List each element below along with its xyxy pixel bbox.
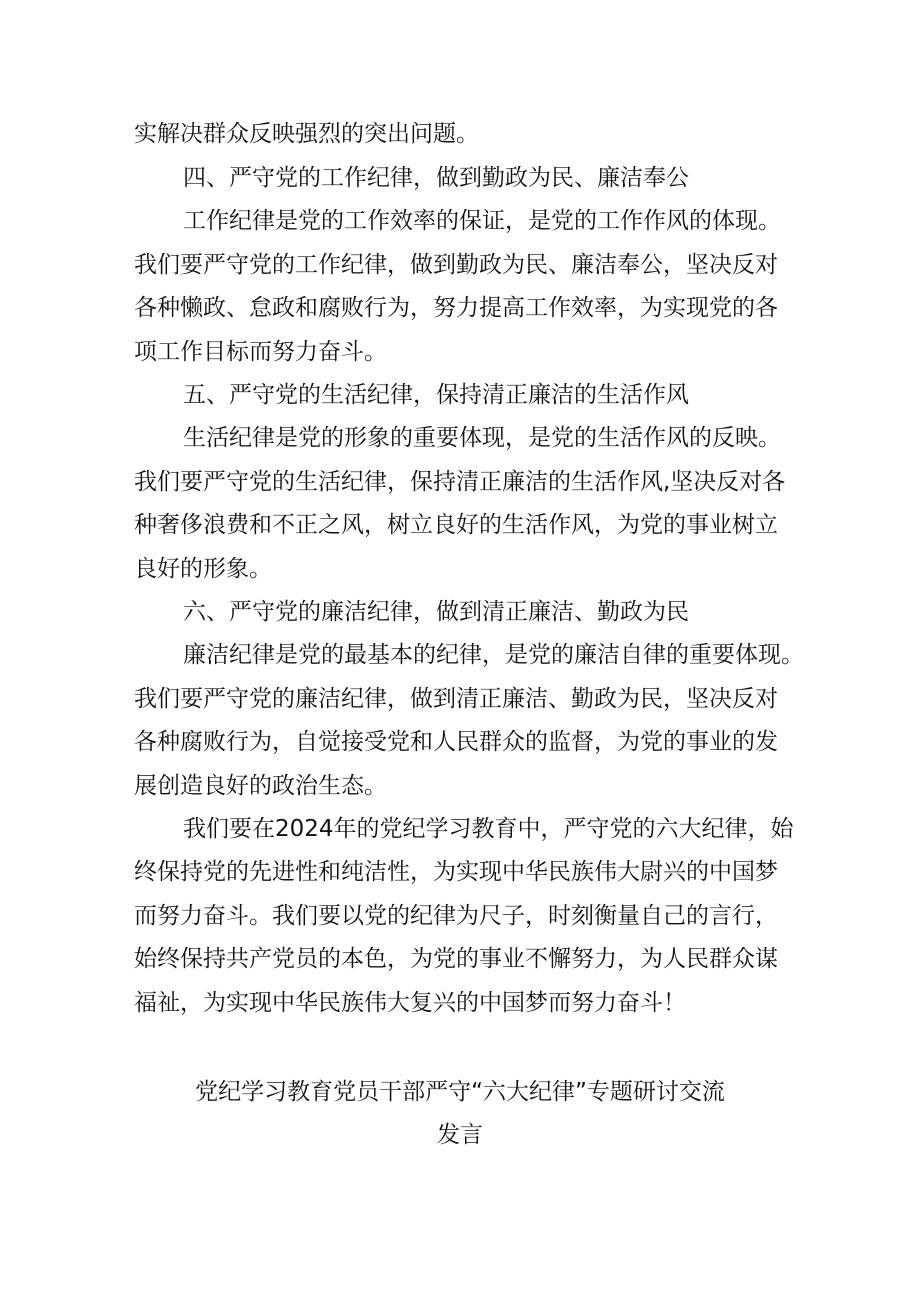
body-text-line: 我们要严守党的廉洁纪律，做到清正廉洁、勤政为民，坚决反对	[134, 686, 778, 712]
body-text-line: 而努力奋斗。我们要以党的纪律为尺子，时刻衡量自己的言行，	[134, 903, 778, 929]
next-article-title-continued: 发言	[437, 1122, 483, 1148]
body-text-line: 我们要在2024年的党纪学习教育中，严守党的六大纪律，始	[183, 816, 794, 842]
body-text-line: 各种懒政、怠政和腐败行为，努力提高工作效率，为实现党的各	[134, 295, 778, 321]
body-text-line: 始终保持共产党员的本色，为党的事业不懈努力，为人民群众谋	[134, 946, 778, 972]
section-heading-5: 五、严守党的生活纪律，保持清正廉洁的生活作风	[183, 382, 689, 408]
body-text-line: 我们要严守党的工作纪律，做到勤政为民、廉洁奉公，坚决反对	[134, 252, 778, 278]
body-text-line: 生活纪律是党的形象的重要体现，是党的生活作风的反映。	[183, 425, 781, 451]
body-text-line: 廉洁纪律是党的最基本的纪律，是党的廉洁自律的重要体现。	[183, 642, 804, 668]
section-heading-6: 六、严守党的廉洁纪律，做到清正廉洁、勤政为民	[183, 599, 689, 625]
section-heading-4: 四、严守党的工作纪律，做到勤政为民、廉洁奉公	[183, 165, 689, 191]
body-text-line: 良好的形象。	[134, 556, 272, 582]
body-text-line: 工作纪律是党的工作效率的保证，是党的工作作风的体现。	[183, 208, 781, 234]
body-text-line: 终保持党的先进性和纯洁性，为实现中华民族伟大尉兴的中国梦	[134, 859, 778, 885]
body-text-line: 项工作目标而努力奋斗。	[134, 339, 387, 365]
body-text-line: 展创造良好的政治生态。	[134, 773, 387, 799]
body-text-line: 我们要严守党的生活纪律，保持清正廉洁的生活作风,坚决反对各	[134, 469, 786, 495]
body-text-line: 实解决群众反映强烈的突出问题。	[134, 121, 479, 147]
next-article-title: 党纪学习教育党员干部严守“六大纪律”专题研讨交流	[195, 1079, 725, 1105]
body-text-line: 福祉，为实现中华民族伟大复兴的中国梦而努力奋斗！	[134, 990, 686, 1016]
body-text-line: 各种腐败行为，自觉接受党和人民群众的监督，为党的事业的发	[134, 729, 778, 755]
body-text-line: 种奢侈浪费和不正之风，树立良好的生活作风，为党的事业树立	[134, 512, 778, 538]
